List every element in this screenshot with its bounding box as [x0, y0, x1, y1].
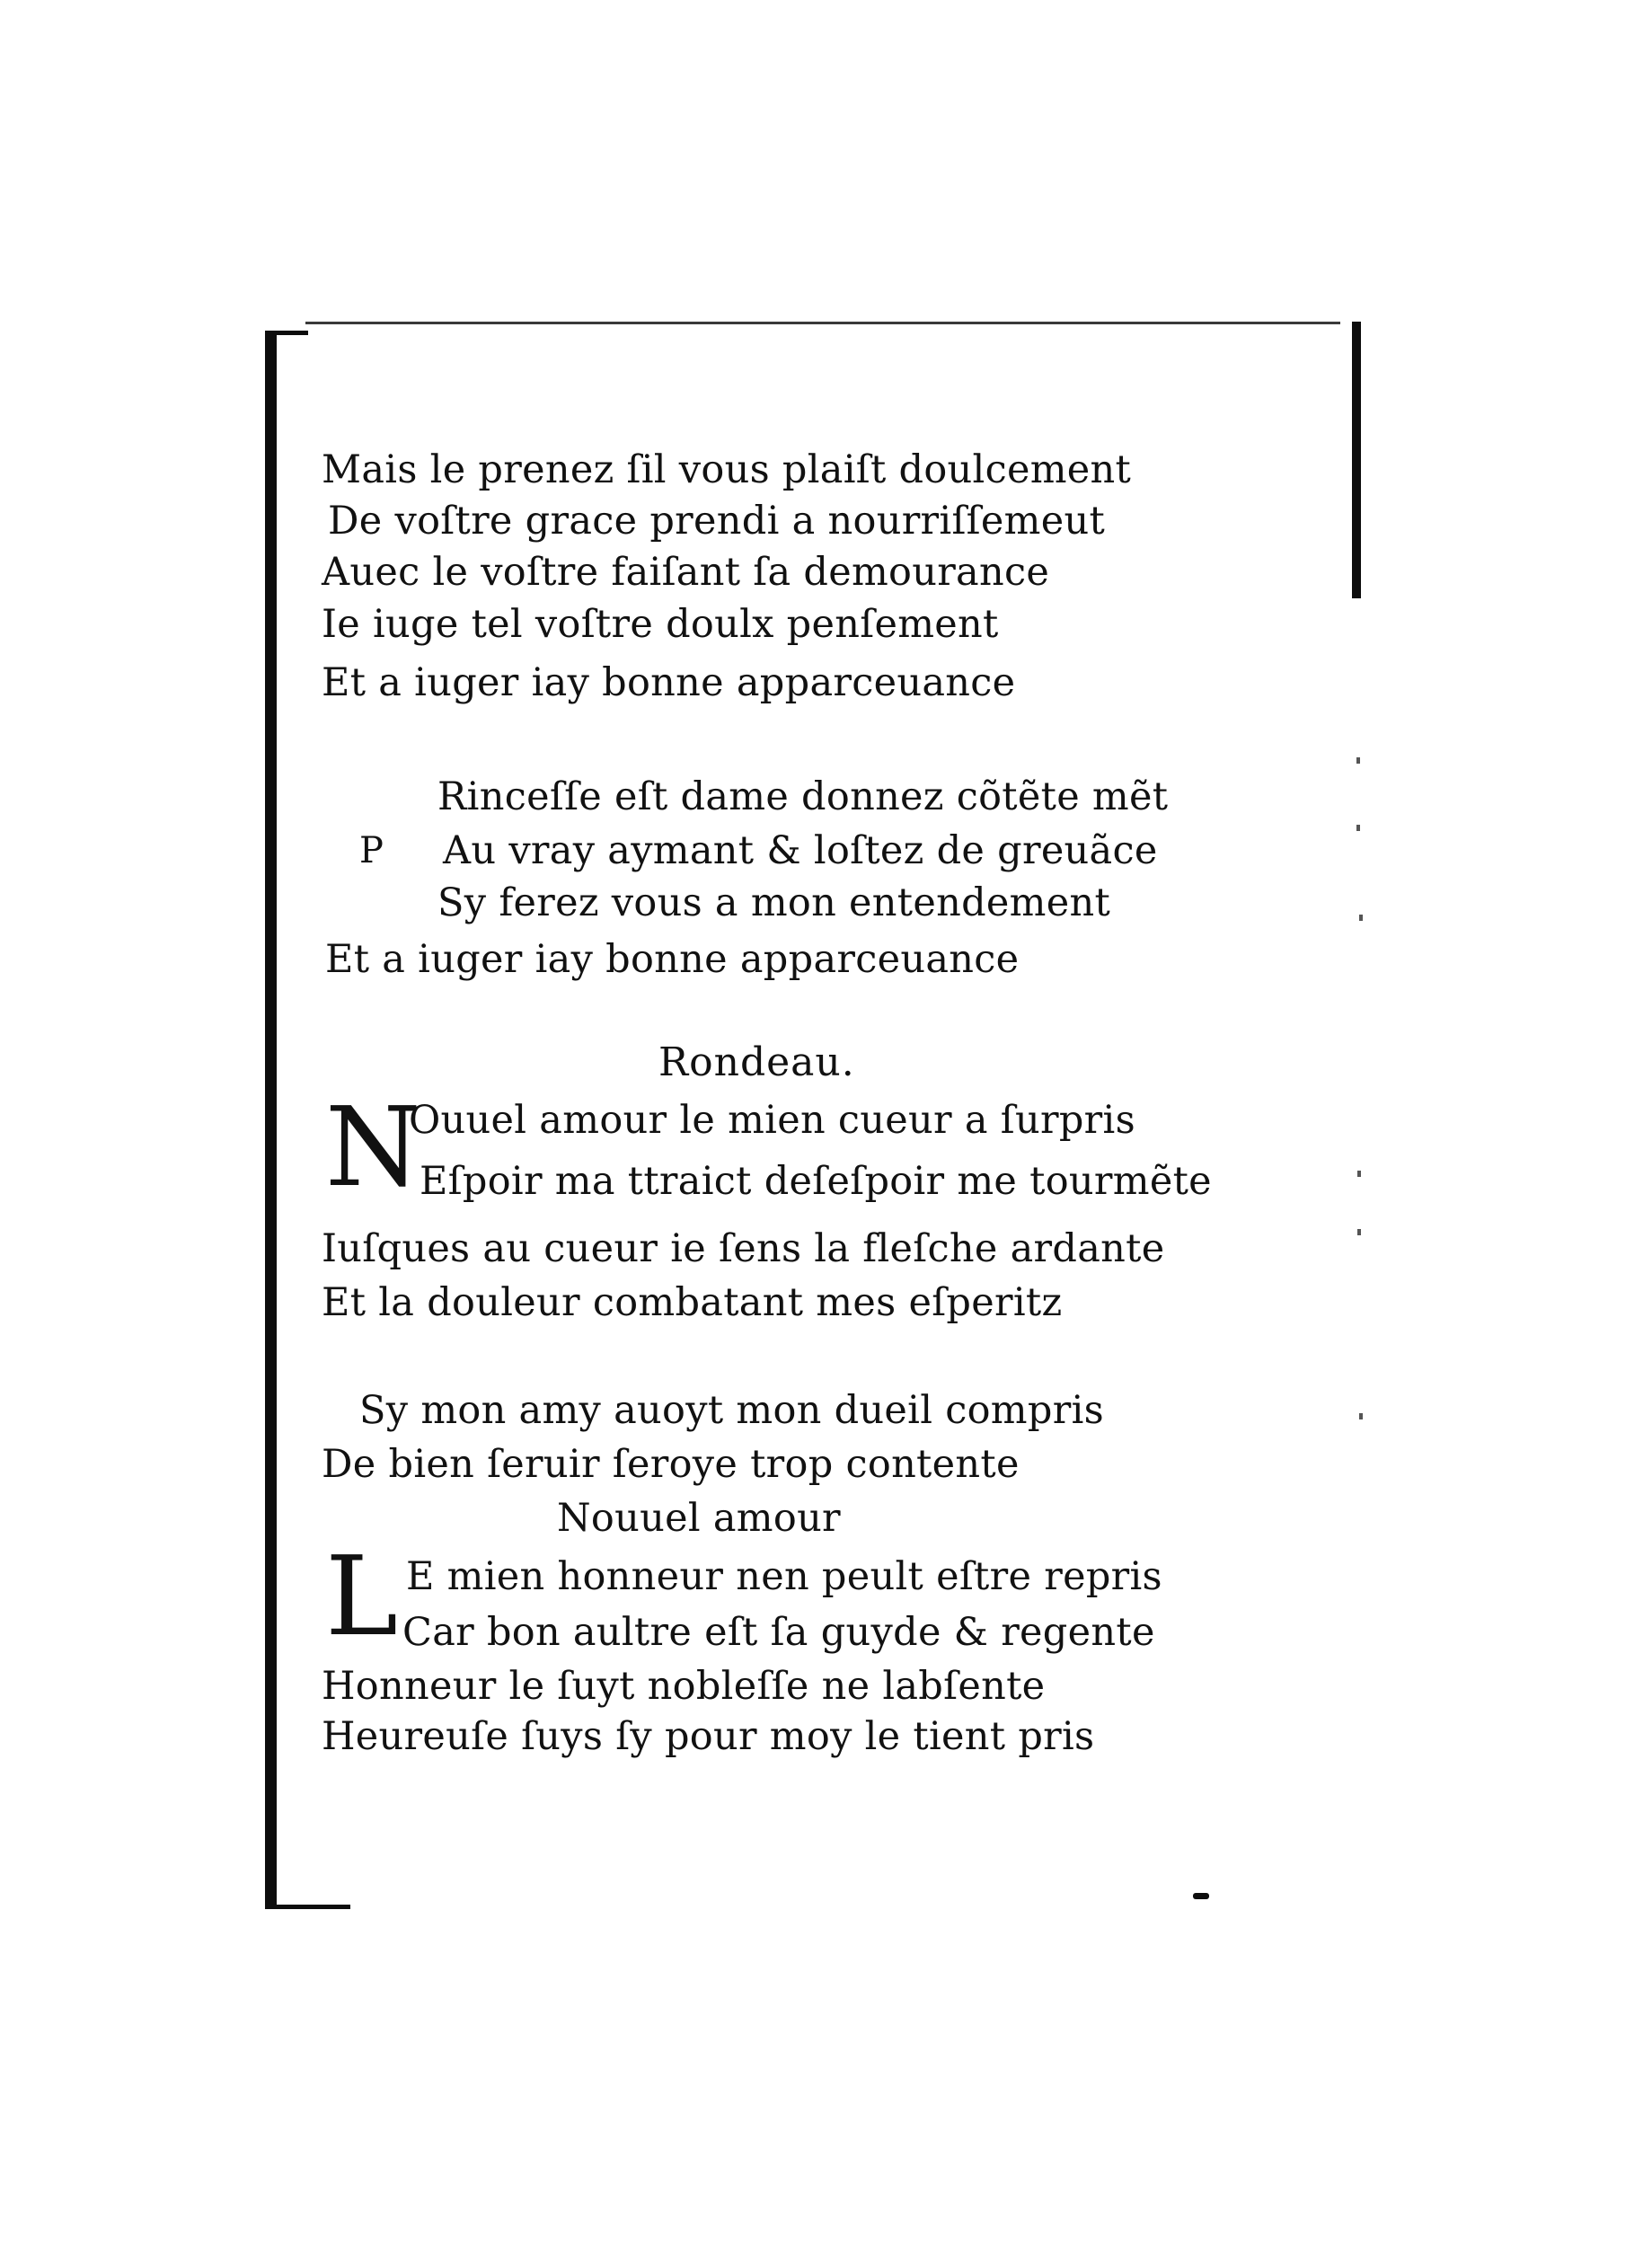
- initial-letter: P: [359, 830, 384, 871]
- verse-line: Heureuſe ſuys ſy pour moy le tient pris: [322, 1714, 1095, 1759]
- verse-line: Ie iuge tel voſtre doulx penſement: [322, 602, 999, 647]
- ink-speck: [1359, 915, 1363, 921]
- ink-speck: [1356, 757, 1360, 764]
- verse-line: Et a iuger iay bonne apparceuance: [325, 937, 1020, 982]
- page-border-right: [1352, 322, 1361, 598]
- verse-line: De voſtre grace prendi a nourriſſemeut: [328, 499, 1106, 544]
- verse-line: Eſpoir ma ttraict deſeſpoir me tourmẽte: [420, 1159, 1212, 1204]
- verse-line: Rinceſſe eſt dame donnez cõtẽte mẽt: [437, 774, 1169, 819]
- page-border-corner-bottom: [265, 1905, 350, 1909]
- verse-line: Sy mon amy auoyt mon dueil compris: [359, 1388, 1104, 1433]
- page-border-corner-top: [265, 331, 308, 335]
- page-border-left: [265, 331, 277, 1909]
- ink-speck: [1359, 1413, 1363, 1419]
- verse-line: Honneur le ſuyt nobleſſe ne labſente: [322, 1664, 1046, 1709]
- ink-speck: [1356, 825, 1360, 831]
- verse-line: Auec le voſtre faiſant ſa demourance: [322, 550, 1050, 595]
- verse-line: Ouuel amour le mien cueur a ſurpris: [409, 1098, 1135, 1143]
- verse-line: Car bon aultre eſt ſa guyde & regente: [402, 1610, 1155, 1655]
- page-border-top: [305, 322, 1340, 324]
- bottom-ink-mark: [1193, 1893, 1209, 1899]
- verse-line: Mais le prenez ſil vous plaiſt doulcement: [322, 447, 1132, 492]
- verse-line: De bien ſeruir ſeroye trop contente: [322, 1442, 1020, 1487]
- drop-cap: L: [325, 1533, 399, 1660]
- verse-line: E mien honneur nen peult eſtre repris: [406, 1554, 1162, 1599]
- drop-cap: N: [325, 1083, 421, 1211]
- refrain: Nouuel amour: [557, 1496, 841, 1541]
- verse-line: Au vray aymant & loſtez de greuãce: [443, 828, 1158, 873]
- section-title: Rondeau.: [658, 1039, 855, 1085]
- ink-speck: [1357, 1171, 1361, 1177]
- verse-line: Iuſques au cueur ie ſens la fleſche ardante: [322, 1226, 1165, 1271]
- verse-line: Sy ferez vous a mon entendement: [437, 880, 1111, 925]
- verse-line: Et la douleur combatant mes eſperitz: [322, 1280, 1063, 1325]
- ink-speck: [1357, 1229, 1361, 1235]
- verse-line: Et a iuger iay bonne apparceuance: [322, 660, 1016, 705]
